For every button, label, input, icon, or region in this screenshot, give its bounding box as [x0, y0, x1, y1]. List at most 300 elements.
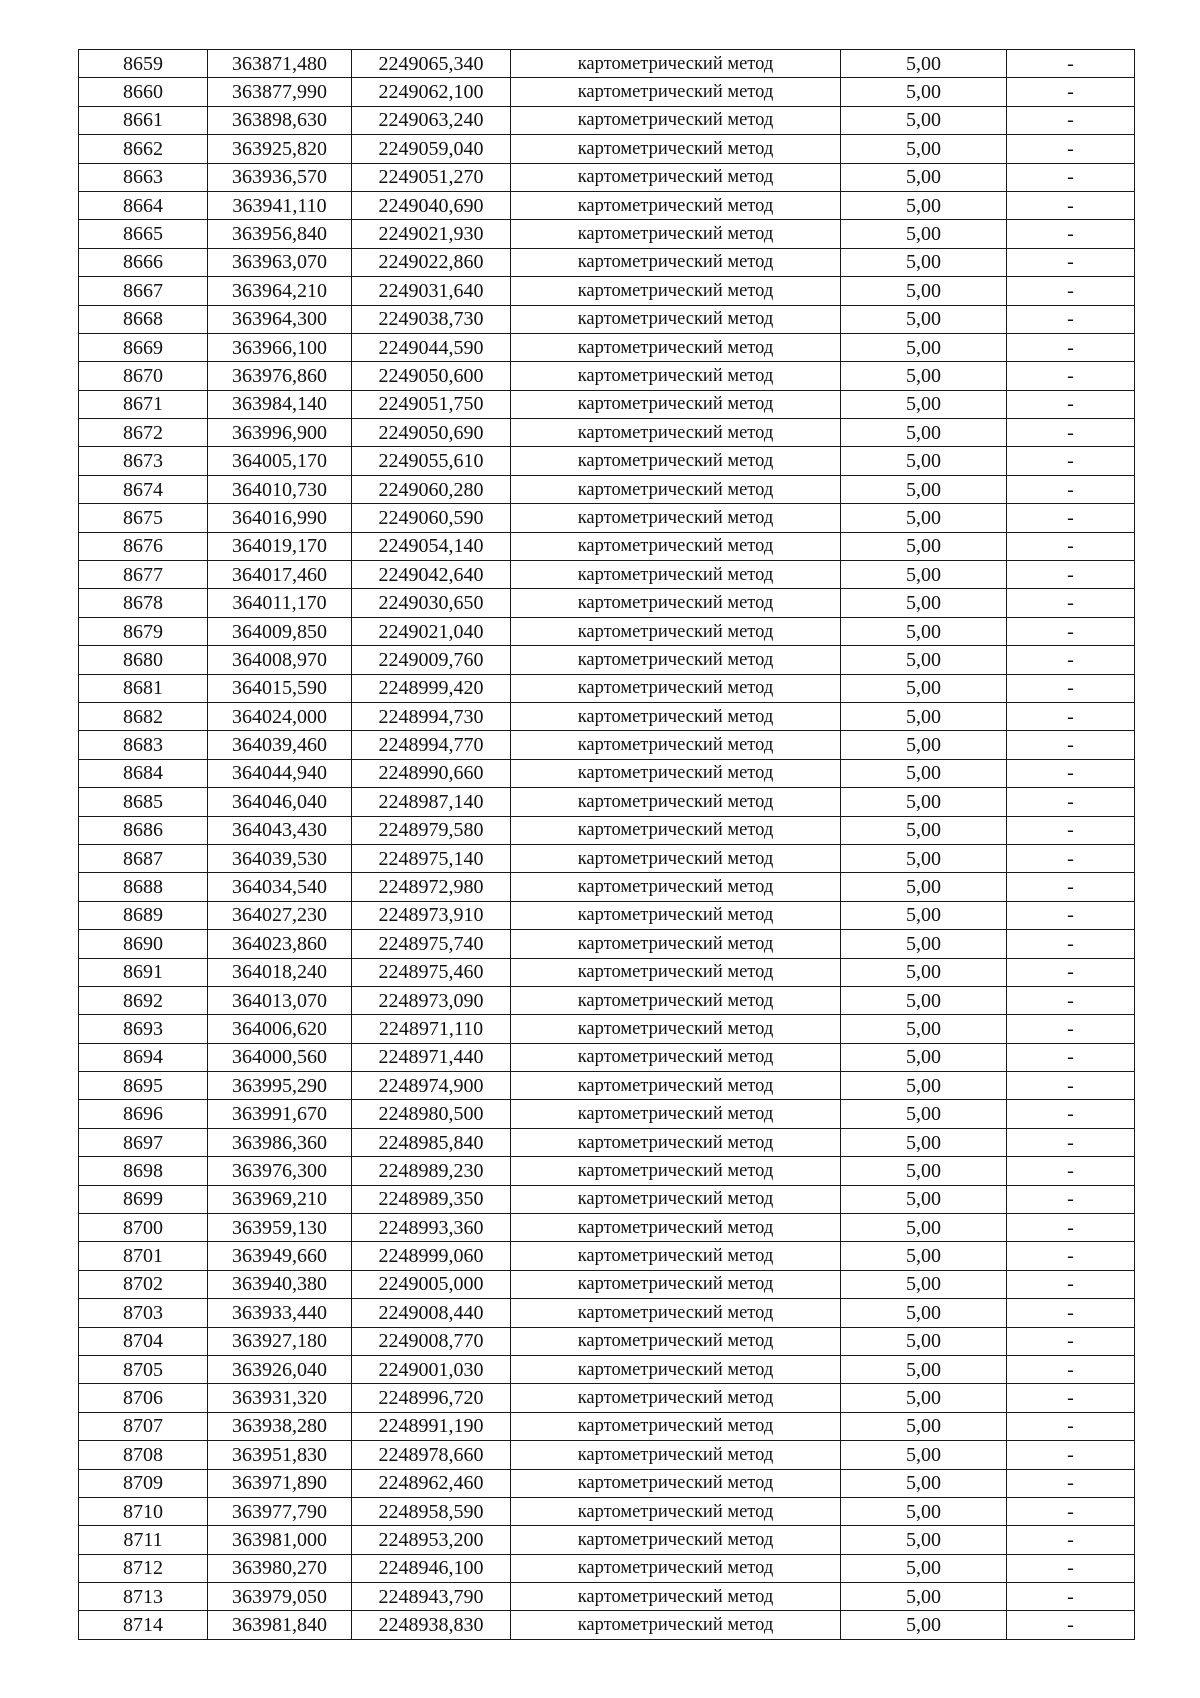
x-coordinate-cell: 364043,430	[208, 816, 352, 844]
point-number-cell: 8711	[79, 1526, 208, 1554]
table-row	[79, 1100, 1135, 1128]
y-coordinate-cell: 2249038,730	[352, 305, 511, 333]
table-row	[79, 1327, 1135, 1355]
y-coordinate-cell: 2248975,460	[352, 958, 511, 986]
table-row	[79, 390, 1135, 418]
table-row	[79, 1412, 1135, 1440]
accuracy-cell: 5,00	[841, 1327, 1007, 1355]
accuracy-cell: 5,00	[841, 163, 1007, 191]
method-cell: картометрический метод	[511, 1185, 841, 1213]
point-number-cell: 8700	[79, 1214, 208, 1242]
accuracy-cell: 5,00	[841, 873, 1007, 901]
table-row	[79, 1554, 1135, 1582]
table-row	[79, 78, 1135, 106]
method-cell: картометрический метод	[511, 305, 841, 333]
accuracy-cell: 5,00	[841, 1441, 1007, 1469]
note-cell: -	[1007, 1100, 1135, 1128]
note-cell: -	[1007, 1270, 1135, 1298]
note-cell: -	[1007, 1242, 1135, 1270]
table-row	[79, 135, 1135, 163]
x-coordinate-cell: 364016,990	[208, 504, 352, 532]
coordinates-table	[78, 49, 1135, 1640]
point-number-cell: 8685	[79, 788, 208, 816]
accuracy-cell: 5,00	[841, 1497, 1007, 1525]
note-cell: -	[1007, 589, 1135, 617]
table-row	[79, 1128, 1135, 1156]
y-coordinate-cell: 2249009,760	[352, 646, 511, 674]
note-cell: -	[1007, 1355, 1135, 1383]
accuracy-cell: 5,00	[841, 1611, 1007, 1639]
table-row	[79, 646, 1135, 674]
point-number-cell: 8677	[79, 561, 208, 589]
y-coordinate-cell: 2249051,750	[352, 390, 511, 418]
point-number-cell: 8672	[79, 419, 208, 447]
accuracy-cell: 5,00	[841, 759, 1007, 787]
table-row	[79, 844, 1135, 872]
table-row	[79, 532, 1135, 560]
method-cell: картометрический метод	[511, 1072, 841, 1100]
point-number-cell: 8693	[79, 1015, 208, 1043]
x-coordinate-cell: 363964,300	[208, 305, 352, 333]
x-coordinate-cell: 363927,180	[208, 1327, 352, 1355]
table-row	[79, 191, 1135, 219]
point-number-cell: 8664	[79, 191, 208, 219]
method-cell: картометрический метод	[511, 1611, 841, 1639]
x-coordinate-cell: 364027,230	[208, 901, 352, 929]
y-coordinate-cell: 2249030,650	[352, 589, 511, 617]
y-coordinate-cell: 2248938,830	[352, 1611, 511, 1639]
point-number-cell: 8681	[79, 674, 208, 702]
y-coordinate-cell: 2249005,000	[352, 1270, 511, 1298]
y-coordinate-cell: 2249063,240	[352, 106, 511, 134]
note-cell: -	[1007, 986, 1135, 1014]
accuracy-cell: 5,00	[841, 447, 1007, 475]
method-cell: картометрический метод	[511, 1441, 841, 1469]
x-coordinate-cell: 363959,130	[208, 1214, 352, 1242]
point-number-cell: 8692	[79, 986, 208, 1014]
y-coordinate-cell: 2248943,790	[352, 1583, 511, 1611]
method-cell: картометрический метод	[511, 702, 841, 730]
accuracy-cell: 5,00	[841, 1185, 1007, 1213]
y-coordinate-cell: 2248996,720	[352, 1384, 511, 1412]
y-coordinate-cell: 2248980,500	[352, 1100, 511, 1128]
table-row	[79, 1043, 1135, 1071]
table-row	[79, 305, 1135, 333]
table-row	[79, 1497, 1135, 1525]
accuracy-cell: 5,00	[841, 1469, 1007, 1497]
method-cell: картометрический метод	[511, 277, 841, 305]
point-number-cell: 8708	[79, 1441, 208, 1469]
y-coordinate-cell: 2249042,640	[352, 561, 511, 589]
accuracy-cell: 5,00	[841, 674, 1007, 702]
document-page	[78, 49, 1134, 1640]
table-row	[79, 50, 1135, 78]
x-coordinate-cell: 363926,040	[208, 1355, 352, 1383]
x-coordinate-cell: 363871,480	[208, 50, 352, 78]
point-number-cell: 8703	[79, 1299, 208, 1327]
accuracy-cell: 5,00	[841, 1128, 1007, 1156]
accuracy-cell: 5,00	[841, 561, 1007, 589]
note-cell: -	[1007, 1214, 1135, 1242]
y-coordinate-cell: 2249031,640	[352, 277, 511, 305]
note-cell: -	[1007, 930, 1135, 958]
point-number-cell: 8675	[79, 504, 208, 532]
x-coordinate-cell: 363964,210	[208, 277, 352, 305]
note-cell: -	[1007, 1015, 1135, 1043]
method-cell: картометрический метод	[511, 78, 841, 106]
table-row	[79, 475, 1135, 503]
method-cell: картометрический метод	[511, 1554, 841, 1582]
method-cell: картометрический метод	[511, 475, 841, 503]
note-cell: -	[1007, 1497, 1135, 1525]
x-coordinate-cell: 363981,840	[208, 1611, 352, 1639]
accuracy-cell: 5,00	[841, 702, 1007, 730]
x-coordinate-cell: 363976,860	[208, 362, 352, 390]
method-cell: картометрический метод	[511, 1469, 841, 1497]
y-coordinate-cell: 2248999,420	[352, 674, 511, 702]
note-cell: -	[1007, 1072, 1135, 1100]
method-cell: картометрический метод	[511, 788, 841, 816]
point-number-cell: 8704	[79, 1327, 208, 1355]
note-cell: -	[1007, 958, 1135, 986]
method-cell: картометрический метод	[511, 873, 841, 901]
accuracy-cell: 5,00	[841, 1214, 1007, 1242]
accuracy-cell: 5,00	[841, 1583, 1007, 1611]
point-number-cell: 8699	[79, 1185, 208, 1213]
x-coordinate-cell: 363986,360	[208, 1128, 352, 1156]
note-cell: -	[1007, 561, 1135, 589]
table-row	[79, 447, 1135, 475]
y-coordinate-cell: 2248958,590	[352, 1497, 511, 1525]
point-number-cell: 8679	[79, 617, 208, 645]
accuracy-cell: 5,00	[841, 1242, 1007, 1270]
y-coordinate-cell: 2248987,140	[352, 788, 511, 816]
table-row	[79, 1441, 1135, 1469]
accuracy-cell: 5,00	[841, 1355, 1007, 1383]
note-cell: -	[1007, 646, 1135, 674]
table-row	[79, 333, 1135, 361]
point-number-cell: 8695	[79, 1072, 208, 1100]
accuracy-cell: 5,00	[841, 504, 1007, 532]
y-coordinate-cell: 2249044,590	[352, 333, 511, 361]
point-number-cell: 8690	[79, 930, 208, 958]
point-number-cell: 8684	[79, 759, 208, 787]
note-cell: -	[1007, 1327, 1135, 1355]
note-cell: -	[1007, 617, 1135, 645]
accuracy-cell: 5,00	[841, 589, 1007, 617]
method-cell: картометрический метод	[511, 333, 841, 361]
accuracy-cell: 5,00	[841, 78, 1007, 106]
y-coordinate-cell: 2248978,660	[352, 1441, 511, 1469]
method-cell: картометрический метод	[511, 674, 841, 702]
accuracy-cell: 5,00	[841, 1299, 1007, 1327]
x-coordinate-cell: 363979,050	[208, 1583, 352, 1611]
method-cell: картометрический метод	[511, 390, 841, 418]
y-coordinate-cell: 2248985,840	[352, 1128, 511, 1156]
note-cell: -	[1007, 248, 1135, 276]
accuracy-cell: 5,00	[841, 1157, 1007, 1185]
accuracy-cell: 5,00	[841, 1072, 1007, 1100]
point-number-cell: 8660	[79, 78, 208, 106]
y-coordinate-cell: 2249008,440	[352, 1299, 511, 1327]
x-coordinate-cell: 364039,460	[208, 731, 352, 759]
method-cell: картометрический метод	[511, 447, 841, 475]
table-row	[79, 220, 1135, 248]
accuracy-cell: 5,00	[841, 816, 1007, 844]
method-cell: картометрический метод	[511, 532, 841, 560]
note-cell: -	[1007, 1157, 1135, 1185]
accuracy-cell: 5,00	[841, 248, 1007, 276]
table-row	[79, 1299, 1135, 1327]
x-coordinate-cell: 364008,970	[208, 646, 352, 674]
note-cell: -	[1007, 419, 1135, 447]
point-number-cell: 8665	[79, 220, 208, 248]
method-cell: картометрический метод	[511, 1270, 841, 1298]
method-cell: картометрический метод	[511, 844, 841, 872]
point-number-cell: 8702	[79, 1270, 208, 1298]
point-number-cell: 8662	[79, 135, 208, 163]
method-cell: картометрический метод	[511, 958, 841, 986]
note-cell: -	[1007, 1299, 1135, 1327]
note-cell: -	[1007, 447, 1135, 475]
point-number-cell: 8709	[79, 1469, 208, 1497]
note-cell: -	[1007, 1128, 1135, 1156]
y-coordinate-cell: 2248973,910	[352, 901, 511, 929]
note-cell: -	[1007, 191, 1135, 219]
table-row	[79, 1355, 1135, 1383]
note-cell: -	[1007, 220, 1135, 248]
y-coordinate-cell: 2248993,360	[352, 1214, 511, 1242]
method-cell: картометрический метод	[511, 617, 841, 645]
note-cell: -	[1007, 1526, 1135, 1554]
table-row	[79, 930, 1135, 958]
point-number-cell: 8694	[79, 1043, 208, 1071]
y-coordinate-cell: 2248994,730	[352, 702, 511, 730]
y-coordinate-cell: 2248972,980	[352, 873, 511, 901]
note-cell: -	[1007, 50, 1135, 78]
method-cell: картометрический метод	[511, 646, 841, 674]
point-number-cell: 8667	[79, 277, 208, 305]
point-number-cell: 8663	[79, 163, 208, 191]
method-cell: картометрический метод	[511, 561, 841, 589]
x-coordinate-cell: 364044,940	[208, 759, 352, 787]
x-coordinate-cell: 364017,460	[208, 561, 352, 589]
y-coordinate-cell: 2248990,660	[352, 759, 511, 787]
method-cell: картометрический метод	[511, 1327, 841, 1355]
note-cell: -	[1007, 1384, 1135, 1412]
y-coordinate-cell: 2248946,100	[352, 1554, 511, 1582]
point-number-cell: 8686	[79, 816, 208, 844]
note-cell: -	[1007, 305, 1135, 333]
method-cell: картометрический метод	[511, 1497, 841, 1525]
point-number-cell: 8714	[79, 1611, 208, 1639]
x-coordinate-cell: 363995,290	[208, 1072, 352, 1100]
y-coordinate-cell: 2248999,060	[352, 1242, 511, 1270]
method-cell: картометрический метод	[511, 191, 841, 219]
table-row	[79, 1214, 1135, 1242]
note-cell: -	[1007, 1441, 1135, 1469]
point-number-cell: 8705	[79, 1355, 208, 1383]
method-cell: картометрический метод	[511, 1128, 841, 1156]
accuracy-cell: 5,00	[841, 50, 1007, 78]
table-row	[79, 1270, 1135, 1298]
x-coordinate-cell: 364006,620	[208, 1015, 352, 1043]
x-coordinate-cell: 364023,860	[208, 930, 352, 958]
point-number-cell: 8698	[79, 1157, 208, 1185]
accuracy-cell: 5,00	[841, 1270, 1007, 1298]
x-coordinate-cell: 364018,240	[208, 958, 352, 986]
method-cell: картометрический метод	[511, 731, 841, 759]
y-coordinate-cell: 2249060,280	[352, 475, 511, 503]
x-coordinate-cell: 363898,630	[208, 106, 352, 134]
accuracy-cell: 5,00	[841, 135, 1007, 163]
accuracy-cell: 5,00	[841, 362, 1007, 390]
y-coordinate-cell: 2249059,040	[352, 135, 511, 163]
y-coordinate-cell: 2249065,340	[352, 50, 511, 78]
y-coordinate-cell: 2248979,580	[352, 816, 511, 844]
x-coordinate-cell: 363956,840	[208, 220, 352, 248]
table-row	[79, 561, 1135, 589]
accuracy-cell: 5,00	[841, 1384, 1007, 1412]
method-cell: картометрический метод	[511, 986, 841, 1014]
x-coordinate-cell: 363977,790	[208, 1497, 352, 1525]
x-coordinate-cell: 364000,560	[208, 1043, 352, 1071]
x-coordinate-cell: 364005,170	[208, 447, 352, 475]
method-cell: картометрический метод	[511, 50, 841, 78]
table-row	[79, 1526, 1135, 1554]
x-coordinate-cell: 363980,270	[208, 1554, 352, 1582]
x-coordinate-cell: 363963,070	[208, 248, 352, 276]
note-cell: -	[1007, 674, 1135, 702]
accuracy-cell: 5,00	[841, 1100, 1007, 1128]
y-coordinate-cell: 2248975,740	[352, 930, 511, 958]
y-coordinate-cell: 2248974,900	[352, 1072, 511, 1100]
x-coordinate-cell: 363941,110	[208, 191, 352, 219]
table-row	[79, 504, 1135, 532]
y-coordinate-cell: 2249050,690	[352, 419, 511, 447]
x-coordinate-cell: 363925,820	[208, 135, 352, 163]
x-coordinate-cell: 364011,170	[208, 589, 352, 617]
note-cell: -	[1007, 816, 1135, 844]
point-number-cell: 8671	[79, 390, 208, 418]
point-number-cell: 8691	[79, 958, 208, 986]
accuracy-cell: 5,00	[841, 419, 1007, 447]
table-row	[79, 1072, 1135, 1100]
method-cell: картометрический метод	[511, 106, 841, 134]
note-cell: -	[1007, 163, 1135, 191]
point-number-cell: 8673	[79, 447, 208, 475]
x-coordinate-cell: 363877,990	[208, 78, 352, 106]
y-coordinate-cell: 2248994,770	[352, 731, 511, 759]
note-cell: -	[1007, 1412, 1135, 1440]
accuracy-cell: 5,00	[841, 305, 1007, 333]
note-cell: -	[1007, 475, 1135, 503]
point-number-cell: 8659	[79, 50, 208, 78]
note-cell: -	[1007, 1583, 1135, 1611]
table-row	[79, 873, 1135, 901]
accuracy-cell: 5,00	[841, 532, 1007, 560]
table-row	[79, 617, 1135, 645]
accuracy-cell: 5,00	[841, 731, 1007, 759]
point-number-cell: 8689	[79, 901, 208, 929]
table-row	[79, 731, 1135, 759]
accuracy-cell: 5,00	[841, 646, 1007, 674]
note-cell: -	[1007, 504, 1135, 532]
y-coordinate-cell: 2249040,690	[352, 191, 511, 219]
x-coordinate-cell: 363938,280	[208, 1412, 352, 1440]
x-coordinate-cell: 363976,300	[208, 1157, 352, 1185]
method-cell: картометрический метод	[511, 1100, 841, 1128]
method-cell: картометрический метод	[511, 1384, 841, 1412]
note-cell: -	[1007, 731, 1135, 759]
accuracy-cell: 5,00	[841, 1412, 1007, 1440]
x-coordinate-cell: 364010,730	[208, 475, 352, 503]
y-coordinate-cell: 2248971,110	[352, 1015, 511, 1043]
accuracy-cell: 5,00	[841, 1526, 1007, 1554]
point-number-cell: 8696	[79, 1100, 208, 1128]
point-number-cell: 8713	[79, 1583, 208, 1611]
point-number-cell: 8688	[79, 873, 208, 901]
y-coordinate-cell: 2249050,600	[352, 362, 511, 390]
x-coordinate-cell: 364015,590	[208, 674, 352, 702]
note-cell: -	[1007, 702, 1135, 730]
y-coordinate-cell: 2249021,930	[352, 220, 511, 248]
point-number-cell: 8678	[79, 589, 208, 617]
x-coordinate-cell: 364039,530	[208, 844, 352, 872]
table-row	[79, 958, 1135, 986]
x-coordinate-cell: 363971,890	[208, 1469, 352, 1497]
x-coordinate-cell: 364009,850	[208, 617, 352, 645]
table-row	[79, 674, 1135, 702]
accuracy-cell: 5,00	[841, 277, 1007, 305]
accuracy-cell: 5,00	[841, 958, 1007, 986]
note-cell: -	[1007, 106, 1135, 134]
x-coordinate-cell: 363949,660	[208, 1242, 352, 1270]
accuracy-cell: 5,00	[841, 617, 1007, 645]
point-number-cell: 8661	[79, 106, 208, 134]
x-coordinate-cell: 363931,320	[208, 1384, 352, 1412]
x-coordinate-cell: 363951,830	[208, 1441, 352, 1469]
accuracy-cell: 5,00	[841, 1015, 1007, 1043]
method-cell: картометрический метод	[511, 1299, 841, 1327]
y-coordinate-cell: 2248991,190	[352, 1412, 511, 1440]
x-coordinate-cell: 363933,440	[208, 1299, 352, 1327]
x-coordinate-cell: 363996,900	[208, 419, 352, 447]
accuracy-cell: 5,00	[841, 475, 1007, 503]
table-row	[79, 1583, 1135, 1611]
method-cell: картометрический метод	[511, 135, 841, 163]
method-cell: картометрический метод	[511, 1412, 841, 1440]
accuracy-cell: 5,00	[841, 986, 1007, 1014]
method-cell: картометрический метод	[511, 816, 841, 844]
note-cell: -	[1007, 333, 1135, 361]
x-coordinate-cell: 364034,540	[208, 873, 352, 901]
y-coordinate-cell: 2249001,030	[352, 1355, 511, 1383]
y-coordinate-cell: 2249022,860	[352, 248, 511, 276]
table-row	[79, 986, 1135, 1014]
point-number-cell: 8666	[79, 248, 208, 276]
table-row	[79, 1469, 1135, 1497]
point-number-cell: 8687	[79, 844, 208, 872]
method-cell: картометрический метод	[511, 930, 841, 958]
y-coordinate-cell: 2248971,440	[352, 1043, 511, 1071]
table-row	[79, 1185, 1135, 1213]
table-row	[79, 1015, 1135, 1043]
table-row	[79, 1242, 1135, 1270]
method-cell: картометрический метод	[511, 163, 841, 191]
table-row	[79, 702, 1135, 730]
y-coordinate-cell: 2249055,610	[352, 447, 511, 475]
